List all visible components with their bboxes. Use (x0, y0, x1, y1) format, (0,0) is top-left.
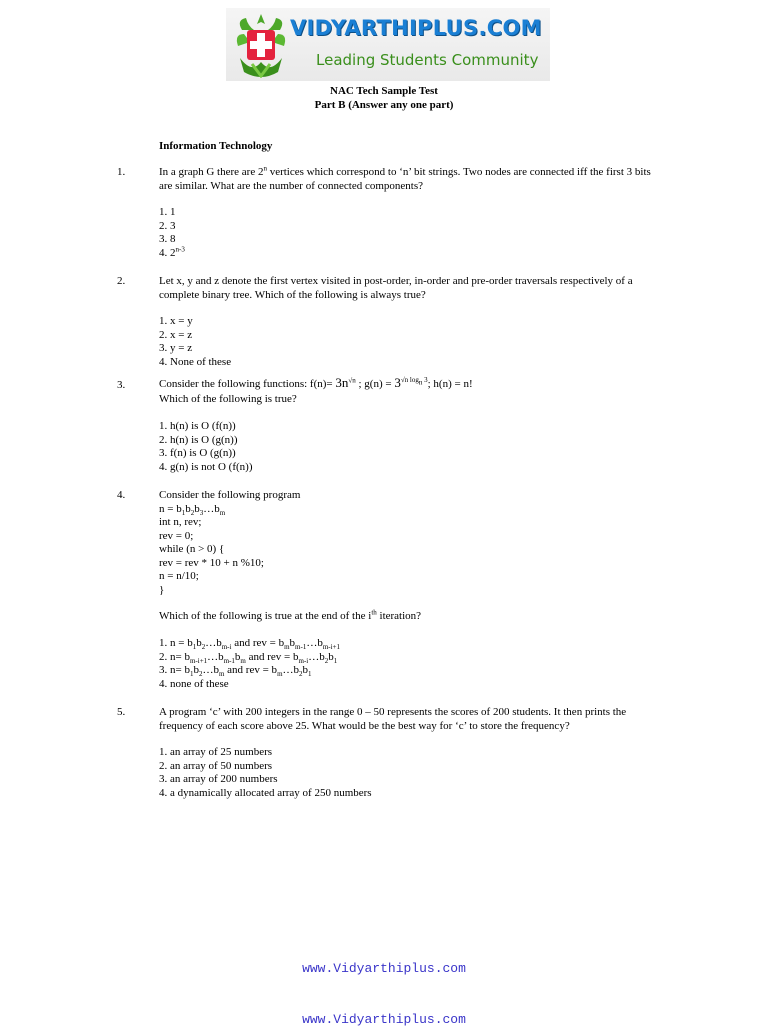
answer-options (159, 420, 252, 474)
option: 4. none of these (159, 677, 229, 690)
question-text: Consider the following functions: $f(n)= 3n^{√n}$ ; $g(n) = 3^{√n log_n 3}$; h(n) = n! (159, 375, 473, 390)
logo-title: VIDYARTHIPLUS.COM (290, 16, 542, 40)
option: 3. f(n) is O (g(n)) (159, 447, 236, 459)
code-line: $n = b_1b_2b_3\dots b_m$ (159, 502, 226, 517)
logo-emblem-icon (232, 12, 290, 78)
question-prompt: Which of the following is true at the end of the $i^{th}$ iteration? (159, 608, 422, 622)
option: 3. 8 (159, 233, 176, 245)
option: 2. 3 (159, 219, 176, 232)
option: 2. $n= b_{m-i+1}\dots b_{m-1}b_m$ and rev = $b_{m-i}\dots b_2b_1$ (159, 650, 338, 665)
option: 1. x = y (159, 315, 193, 327)
logo-tagline: Leading Students Community (316, 51, 539, 69)
option: 1. 1 (159, 206, 176, 218)
code-line: while (n > 0) { (159, 543, 225, 555)
footer-link[interactable]: www.Vidyarthiplus.com (302, 961, 466, 976)
option: 4. 2$^{n-3}$ (159, 244, 185, 259)
answer-options (159, 746, 372, 800)
option: 3. $n= b_1b_2\dots b_m$ and rev = $b_m\dots b_2b_1$ (159, 664, 312, 679)
option: 1. h(n) is O (f(n)) (159, 420, 236, 432)
footer-link-secondary[interactable]: www.Vidyarthiplus.com (302, 1012, 466, 1027)
question-number: 5. (117, 706, 126, 718)
code-line: rev = 0; (159, 529, 194, 542)
code-line: int n, rev; (159, 516, 202, 528)
code-line: } (159, 583, 165, 596)
option: 1. $n = b_1b_2\dots b_{m-i}$ and rev = $b_mb_{m-1}\dots b_{m-i+1}$ (159, 637, 340, 652)
option: 4. g(n) is not O (f(n)) (159, 460, 253, 473)
question-text: Let x, y and z denote the first vertex visited in post-order, in-order and pre-order traversals respectively of a complete binary tree. Which of the following is always true? (159, 275, 633, 301)
answer-options (159, 637, 340, 691)
question-number: 2. (117, 275, 126, 287)
question-text: In a graph G there are 2$^n$ vertices which correspond to ‘n’ bit strings. Two nodes are connected iff the first 3 bits are similar. What are the number of connected components? (159, 164, 651, 192)
document-title: NAC Tech Sample Test (330, 85, 438, 97)
option: 2. x = z (159, 328, 193, 341)
option: 3. y = z (159, 342, 193, 354)
code-line: n = n/10; (159, 570, 199, 582)
question-number: 4. (117, 489, 126, 501)
section-heading: Information Technology (159, 140, 273, 152)
option: 3. an array of 200 numbers (159, 773, 278, 785)
option: 1. an array of 25 numbers (159, 746, 273, 758)
question-text: Consider the following program (159, 489, 301, 501)
site-logo (226, 8, 550, 81)
question-number: 3. (117, 379, 126, 391)
option: 4. None of these (159, 355, 232, 368)
answer-options (159, 315, 231, 369)
question-text-line2: Which of the following is true? (159, 393, 297, 405)
option: 2. an array of 50 numbers (159, 759, 273, 772)
question-number: 1. (117, 166, 126, 178)
document-subtitle: Part B (Answer any one part) (314, 99, 454, 111)
option: 4. a dynamically allocated array of 250 numbers (159, 786, 372, 799)
question-text: A program ‘c’ with 200 integers in the range 0 – 50 represents the scores of 200 students. It then prints the frequency of each score above 25. What would be the best way for ‘c’ to store the frequency? (159, 706, 627, 732)
answer-options (159, 206, 185, 260)
code-line: rev = rev * 10 + n %10; (159, 556, 264, 569)
code-block (159, 503, 264, 598)
option: 2. h(n) is O (g(n)) (159, 433, 238, 446)
